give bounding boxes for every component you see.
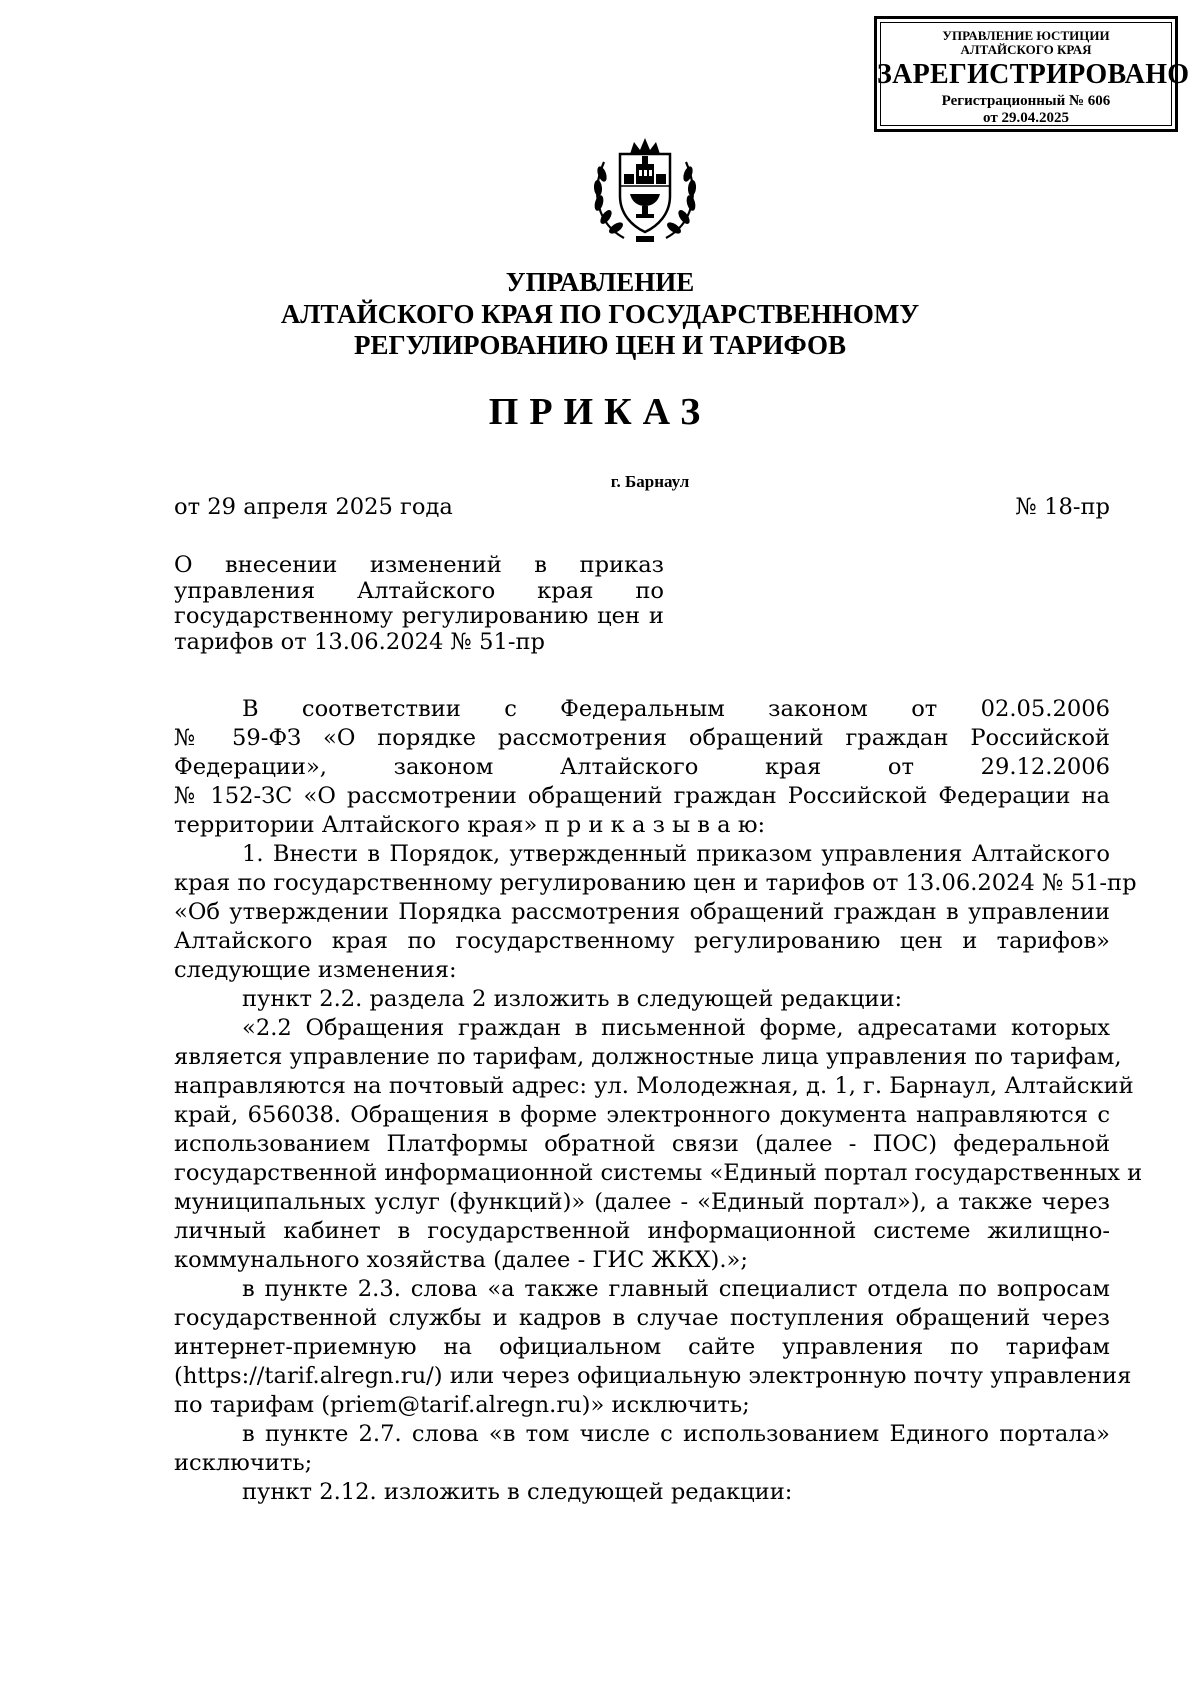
stamp-title: ЗАРЕГИСТРИРОВАНО: [877, 59, 1190, 90]
body-line: личный кабинет в государственной информационной системе жилищно-: [174, 1218, 1110, 1244]
body-line: «Об утверждении Порядка рассмотрения обращений граждан в управлении: [174, 899, 1110, 925]
city: г. Барнаул: [610, 472, 690, 491]
coat-of-arms-icon: [584, 128, 706, 248]
body-line: территории Алтайского края» п р и к а з ы в а ю:: [174, 812, 766, 838]
body-line: № 59-ФЗ «О порядке рассмотрения обращений граждан Российской: [174, 725, 1110, 751]
body-line: пункт 2.2. раздела 2 изложить в следующей редакции:: [242, 986, 903, 1012]
stamp-authority-line1: УПРАВЛЕНИЕ ЮСТИЦИИ: [942, 28, 1110, 43]
body-line: край, 656038. Обращения в форме электронного документа направляются с: [174, 1102, 1110, 1128]
body-line: интернет-приемную на официальном сайте управления по тарифам: [174, 1334, 1110, 1360]
body-line: Федерации», законом Алтайского края от 29.12.2006: [174, 754, 1110, 780]
body-line: направляются на почтовый адрес: ул. Молодежная, д. 1, г. Барнаул, Алтайский: [174, 1073, 1134, 1099]
body-line: использованием Платформы обратной связи (далее - ПОС) федеральной: [174, 1131, 1110, 1157]
body-line: коммунального хозяйства (далее - ГИС ЖКХ).»;: [174, 1247, 748, 1273]
body-line: (https://tarif.alregn.ru/) или через официальную электронную почту управления: [174, 1363, 1132, 1389]
body-line: государственной службы и кадров в случае поступления обращений через: [174, 1305, 1110, 1331]
stamp-reg-date: от 29.04.2025: [983, 110, 1069, 126]
body-line: края по государственному регулированию цен и тарифов от 13.06.2024 № 51-пр: [174, 870, 1137, 896]
body-line: по тарифам (priem@tarif.alregn.ru)» исключить;: [174, 1392, 750, 1418]
stamp-authority-line2: АЛТАЙСКОГО КРАЯ: [960, 42, 1092, 57]
body-line: «2.2 Обращения граждан в письменной форме, адресатами которых: [242, 1015, 1110, 1041]
body-line: 1. Внести в Порядок, утвержденный приказом управления Алтайского: [242, 841, 1110, 867]
document-number: № 18-пр: [1015, 494, 1110, 520]
body-line: исключить;: [174, 1450, 313, 1476]
body-line: является управление по тарифам, должностные лица управления по тарифам,: [174, 1044, 1122, 1070]
org-name-line3: РЕГУЛИРОВАНИЮ ЦЕН И ТАРИФОВ: [353, 330, 847, 360]
body-line: пункт 2.12. изложить в следующей редакции:: [242, 1479, 793, 1505]
body-line: в пункте 2.3. слова «а также главный специалист отдела по вопросам: [242, 1276, 1110, 1302]
stamp-reg-number: Регистрационный № 606: [941, 93, 1111, 109]
document-subject: О внесении изменений в приказ управления Алтайского края по государственному регулированию цен и тарифов от 13.06.2024 № 51-пр: [174, 552, 664, 655]
body-line: муниципальных услуг (функций)» (далее - «Единый портал»), а также через: [174, 1189, 1110, 1215]
body-line: в пункте 2.7. слова «в том числе с использованием Единого портала»: [242, 1421, 1110, 1447]
body-line: В соответствии с Федеральным законом от 02.05.2006: [242, 696, 1110, 722]
registration-stamp: [874, 16, 1190, 132]
document-type-title: ПРИКАЗ: [488, 391, 712, 433]
body-line: государственной информационной системы «Единый портал государственных и: [174, 1160, 1143, 1186]
body-line: Алтайского края по государственному регулированию цен и тарифов»: [174, 928, 1110, 954]
document-date: от 29 апреля 2025 года: [174, 494, 453, 520]
body-line: следующие изменения:: [174, 957, 457, 983]
org-name-line2: АЛТАЙСКОГО КРАЯ ПО ГОСУДАРСТВЕННОМУ: [280, 299, 920, 329]
org-name-line1: УПРАВЛЕНИЕ: [505, 267, 695, 297]
body-line: № 152-ЗС «О рассмотрении обращений граждан Российской Федерации на: [174, 783, 1110, 809]
